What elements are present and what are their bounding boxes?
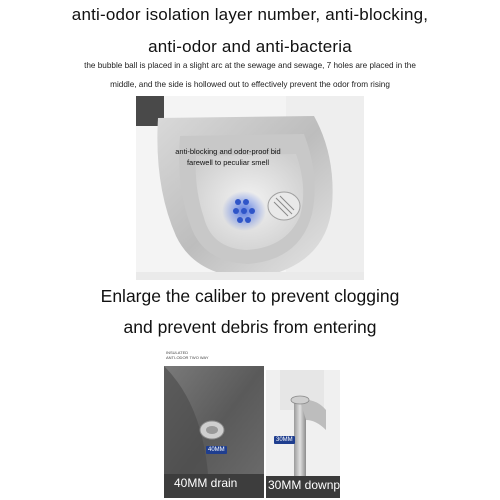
- drain-caption: 40MM drain: [174, 476, 238, 490]
- downpipe-caption: 30MM downpipe: [268, 478, 357, 492]
- downpipe-photo: [266, 370, 357, 498]
- description-line-1: the bubble ball is placed in a slight arc at the sewage and sewage, 7 holes are placed in the: [84, 61, 416, 70]
- urinal-product-photo: [136, 96, 364, 280]
- urinal-illustration: [136, 96, 364, 280]
- tiny-label-line-2: ANTI-ODOR TWO WAY: [166, 355, 209, 360]
- drain-size-tag: 40MM: [208, 447, 225, 453]
- heading2-line-1: Enlarge the caliber to prevent clogging: [100, 286, 400, 306]
- photo-annotation-line-1: anti-blocking and odor-proof bid: [175, 147, 281, 156]
- heading-line-2: anti-odor and anti-bacteria: [148, 37, 352, 56]
- drain-photo-tiny-label: [166, 350, 209, 360]
- tiny-label-line-1: INSULATED: [166, 350, 189, 355]
- heading2-line-2: and prevent debris from entering: [123, 317, 377, 337]
- downpipe-size-tag: 30MM: [276, 437, 293, 443]
- description-line-2: middle, and the side is hollowed out to effectively prevent the odor from rising: [110, 80, 390, 89]
- heading-line-1: anti-odor isolation layer number, anti-blocking,: [71, 5, 429, 24]
- photo-annotation-line-2: farewell to peculiar smell: [186, 158, 270, 167]
- photo-annotation: [148, 146, 308, 168]
- drain-photo: [164, 344, 264, 498]
